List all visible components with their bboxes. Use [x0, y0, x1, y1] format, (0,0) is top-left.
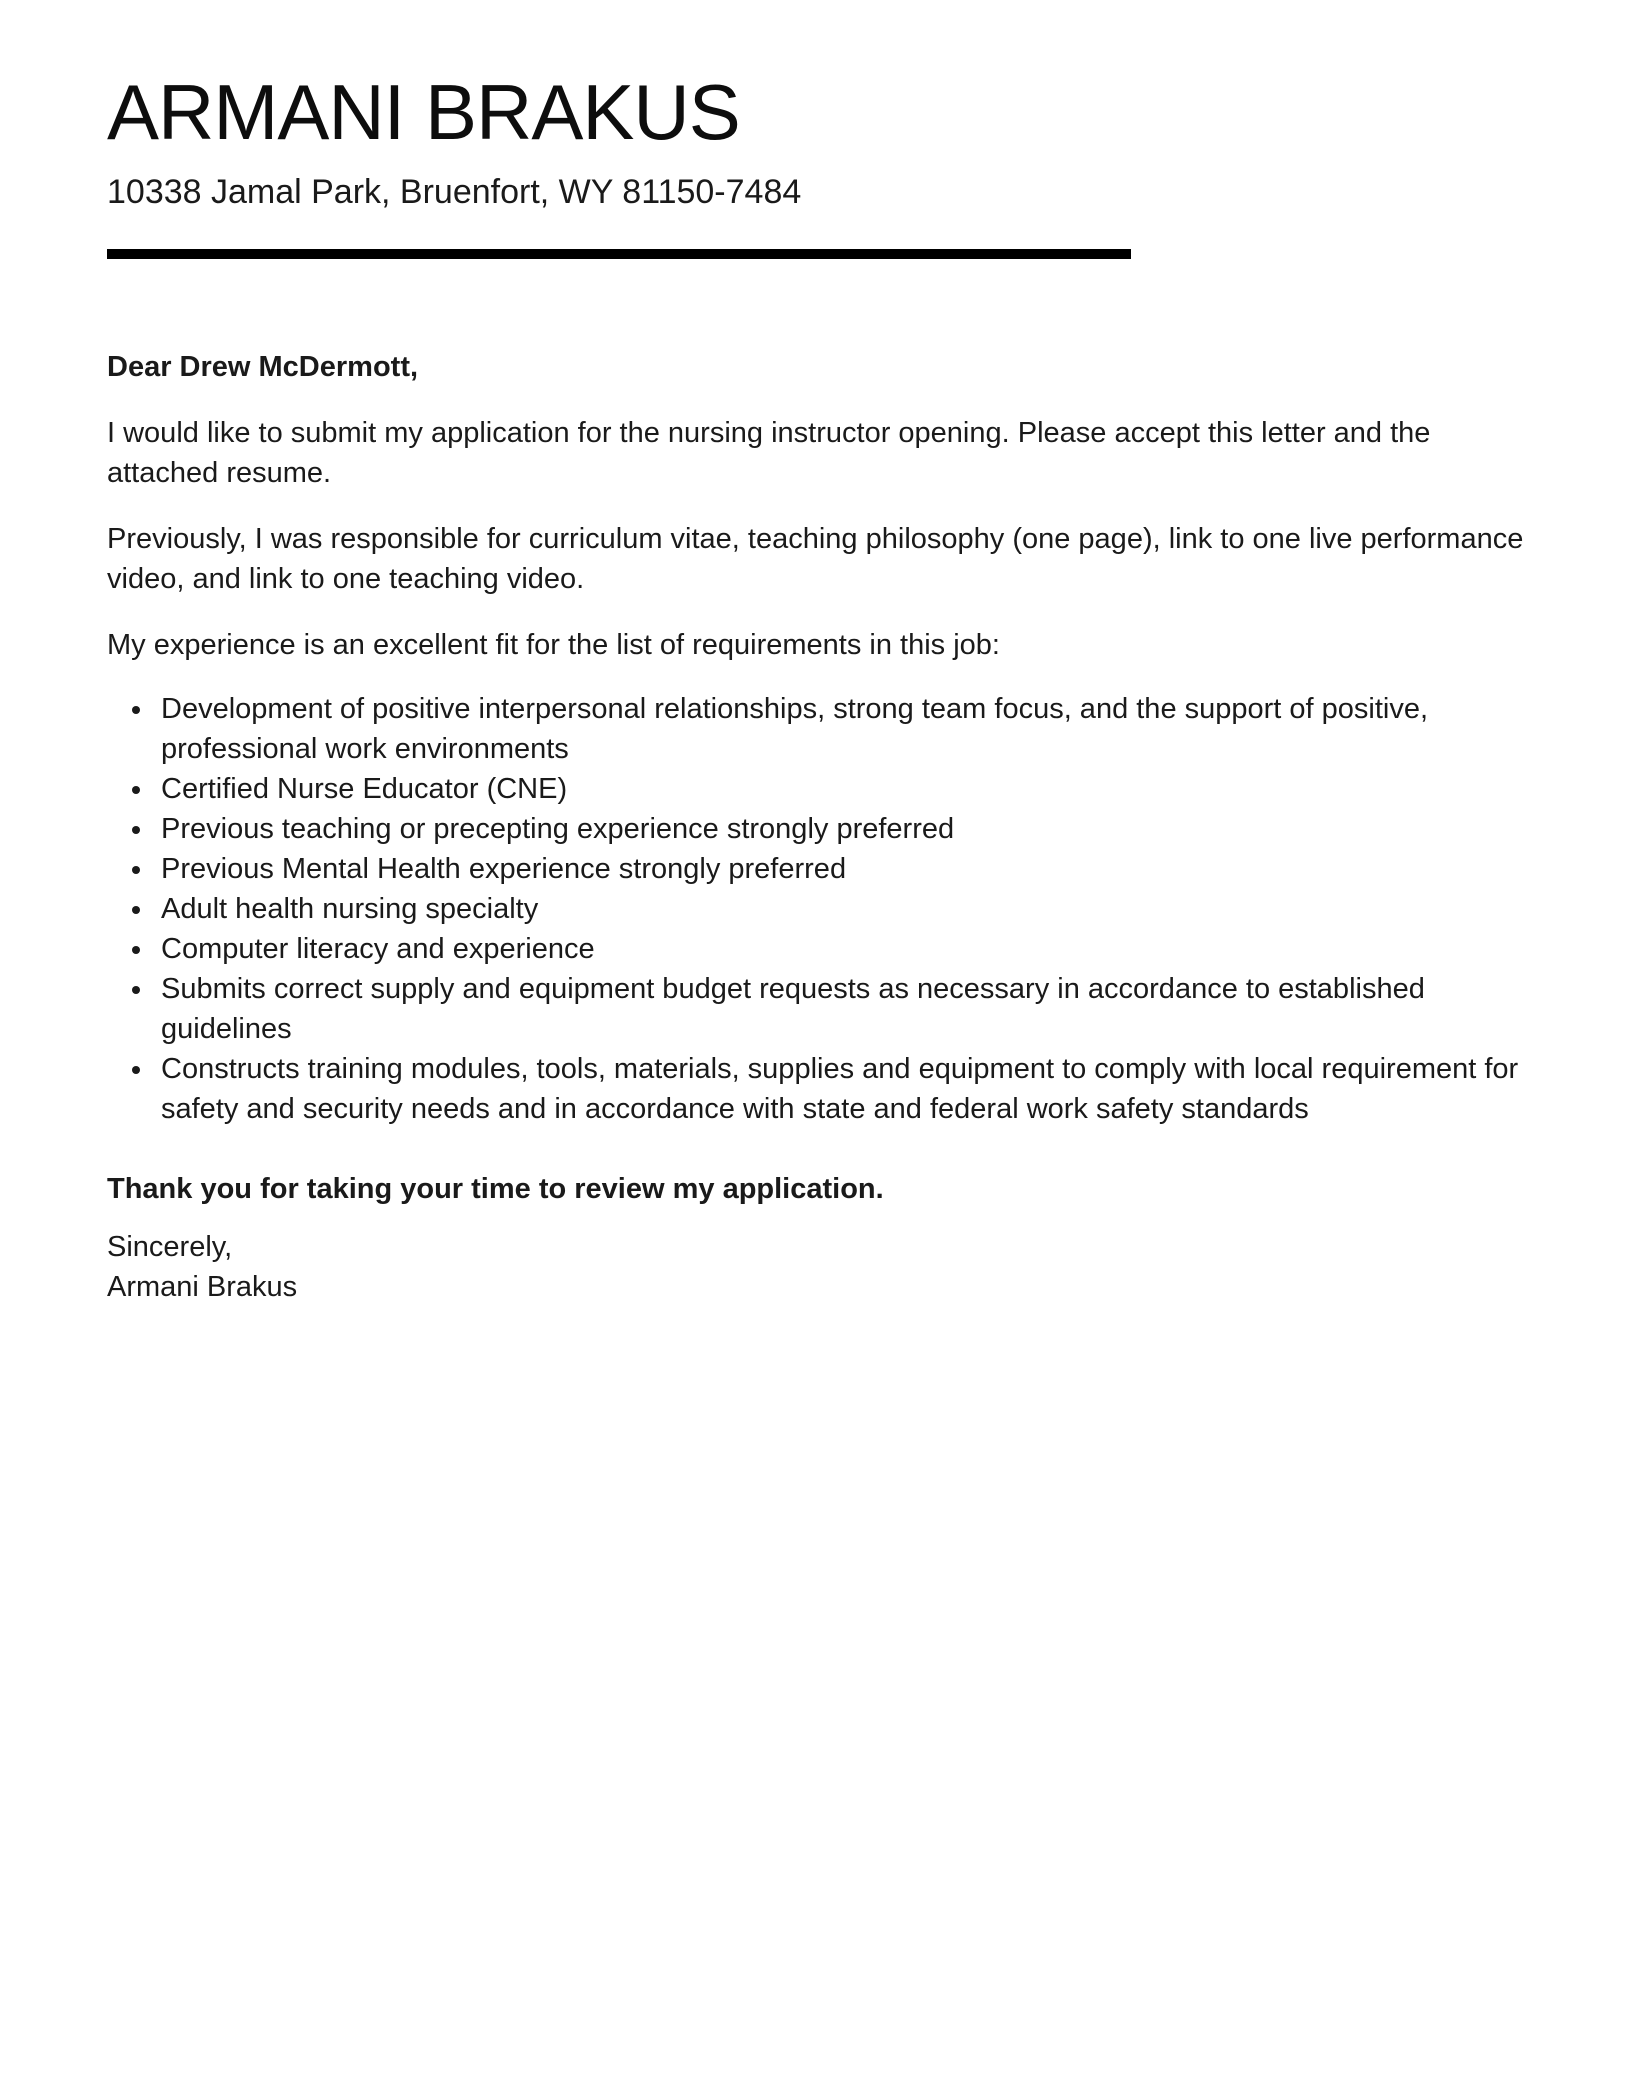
requirement-item: • Computer literacy and experience	[155, 929, 1540, 969]
requirement-item: • Development of positive interpersonal relationships, strong team focus, and the support of positive, professional work environments	[155, 689, 1540, 769]
greeting: Dear Drew McDermott,	[107, 350, 419, 383]
signoff: Sincerely,	[107, 1230, 233, 1263]
requirement-item: • Certified Nurse Educator (CNE)	[155, 769, 1540, 809]
intro-paragraphs	[107, 413, 1540, 665]
requirement-item: • Constructs training modules, tools, materials, supplies and equipment to comply with local requirement for safety and security needs and in accordance with state and federal work safety standards	[155, 1049, 1540, 1129]
sender-name: ARMANI BRAKUS	[107, 68, 740, 156]
sender-address: 10338 Jamal Park, Bruenfort, WY 81150-7484	[107, 172, 802, 211]
requirement-item: • Previous Mental Health experience strongly preferred	[155, 849, 1540, 889]
header-divider	[107, 249, 1131, 259]
requirements-list	[107, 689, 1540, 1129]
requirement-item: • Previous teaching or precepting experience strongly preferred	[155, 809, 1540, 849]
letter-body	[107, 347, 1540, 1307]
paragraph: My experience is an excellent fit for the list of requirements in this job:	[107, 628, 1000, 661]
paragraph: I would like to submit my application for the nursing instructor opening. Please accept this letter and the attached resume.	[107, 416, 1431, 489]
letter-header	[107, 70, 1540, 259]
requirement-item: • Submits correct supply and equipment budget requests as necessary in accordance to established guidelines	[155, 969, 1540, 1049]
closing-thanks: Thank you for taking your time to review my application.	[107, 1172, 884, 1205]
signature-name: Armani Brakus	[107, 1270, 298, 1303]
signoff-block	[107, 1227, 1540, 1307]
requirement-item: • Adult health nursing specialty	[155, 889, 1540, 929]
paragraph: Previously, I was responsible for curriculum vitae, teaching philosophy (one page), link to one live performance video, and link to one teaching video.	[107, 522, 1524, 595]
